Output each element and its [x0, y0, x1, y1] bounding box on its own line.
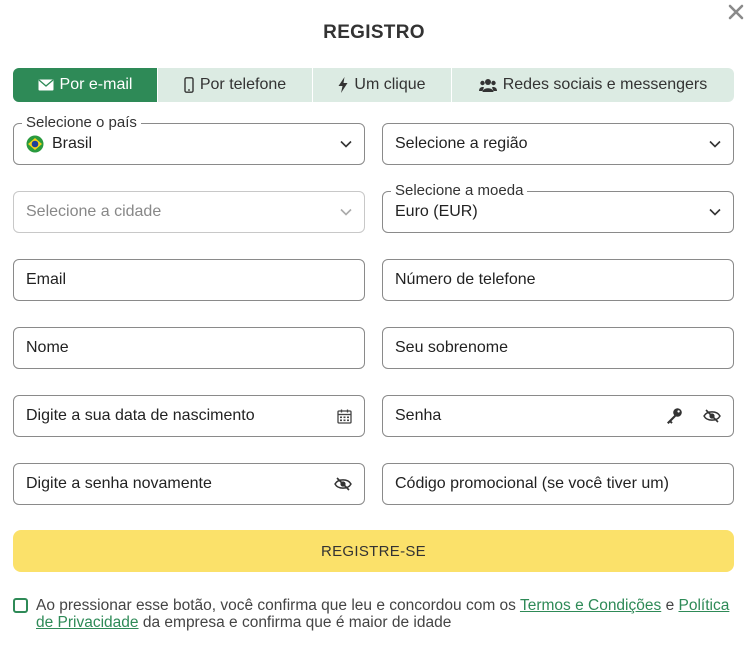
region-select[interactable]	[382, 123, 734, 165]
region-placeholder: Selecione a região	[395, 135, 528, 152]
key-icon[interactable]	[665, 407, 683, 425]
consent-row	[13, 597, 738, 631]
tab-social[interactable]	[452, 68, 734, 102]
register-button[interactable]: REGISTRE-SE	[13, 530, 734, 572]
close-icon[interactable]	[726, 2, 746, 22]
eye-slash-icon[interactable]	[703, 409, 721, 423]
country-legend: Selecione o país	[22, 114, 141, 132]
first-name-placeholder: Nome	[26, 339, 69, 356]
lightning-icon	[338, 77, 348, 93]
dialog-title: REGISTRO	[323, 22, 425, 43]
consent-text-and: e	[665, 597, 675, 614]
envelope-icon	[38, 79, 54, 91]
currency-select[interactable]	[382, 182, 734, 233]
chevron-down-icon	[340, 208, 352, 216]
tab-phone-label: Por telefone	[199, 76, 287, 93]
calendar-icon[interactable]	[337, 409, 352, 424]
password-repeat-field[interactable]	[13, 463, 365, 505]
consent-text-after: da empresa e confirma que é maior de idade	[142, 614, 452, 631]
terms-link[interactable]: Termos e Condições	[519, 597, 662, 614]
chevron-down-icon	[709, 140, 721, 148]
city-placeholder: Selecione a cidade	[26, 203, 162, 220]
city-select[interactable]	[13, 191, 365, 233]
last-name-placeholder: Seu sobrenome	[395, 339, 508, 356]
tab-social-label: Redes sociais e messengers	[502, 76, 708, 93]
birthdate-field[interactable]	[13, 395, 365, 437]
country-select[interactable]	[13, 114, 365, 165]
promo-code-field[interactable]	[382, 463, 734, 505]
password-repeat-placeholder: Digite a senha novamente	[26, 475, 212, 492]
email-placeholder: Email	[26, 271, 67, 288]
eye-slash-icon[interactable]	[334, 477, 352, 491]
phone-icon	[184, 77, 194, 93]
consent-text-before: Ao pressionar esse botão, você confirma que leu e concordou com os	[36, 597, 516, 614]
chevron-down-icon	[340, 140, 352, 148]
privacy-link[interactable]: Política de Privacidade	[36, 597, 730, 631]
currency-legend: Selecione a moeda	[391, 182, 527, 200]
currency-value: Euro (EUR)	[395, 203, 478, 220]
brazil-flag-icon	[26, 135, 44, 153]
phone-placeholder: Número de telefone	[395, 271, 536, 288]
phone-field[interactable]	[382, 259, 734, 301]
password-field[interactable]	[382, 395, 734, 437]
birthdate-placeholder: Digite a sua data de nascimento	[26, 407, 255, 424]
promo-code-placeholder: Código promocional (se você tiver um)	[395, 475, 669, 492]
tab-email[interactable]	[13, 68, 158, 102]
registration-tabs	[13, 68, 734, 102]
password-placeholder: Senha	[395, 407, 442, 424]
last-name-field[interactable]	[382, 327, 734, 369]
consent-text	[36, 597, 738, 631]
tab-one-click-label: Um clique	[354, 76, 426, 93]
chevron-down-icon	[709, 208, 721, 216]
country-value: Brasil	[52, 135, 93, 152]
users-icon	[479, 78, 497, 92]
tab-one-click[interactable]	[313, 68, 452, 102]
consent-checkbox[interactable]	[13, 598, 28, 613]
tab-email-label: Por e-mail	[59, 76, 133, 93]
email-field[interactable]	[13, 259, 365, 301]
first-name-field[interactable]	[13, 327, 365, 369]
tab-phone[interactable]	[158, 68, 313, 102]
